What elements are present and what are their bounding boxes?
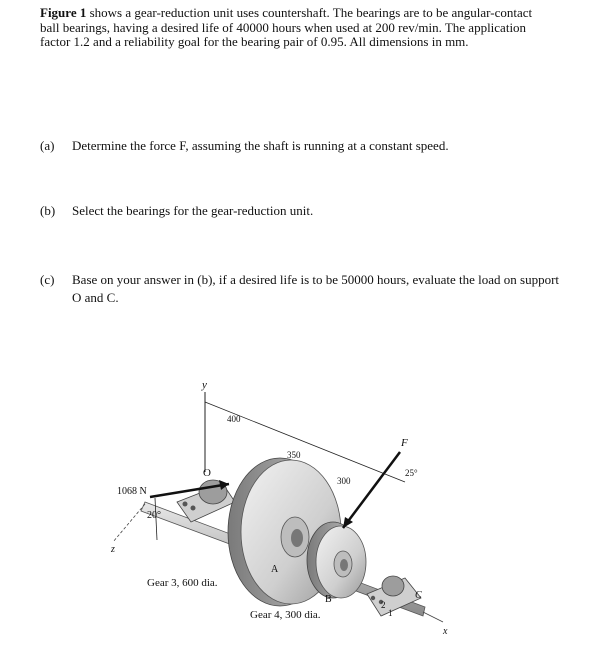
question-text: Select the bearings for the gear-reduction unit. (72, 203, 314, 218)
gear-reduction-figure (105, 372, 465, 642)
ratio-number-2: 2 (381, 600, 386, 610)
dimension-300: 300 (337, 476, 351, 486)
question-label: (c) (40, 272, 55, 287)
question-label: (b) (40, 203, 56, 218)
problem-text: shows a gear-reduction unit uses countershaft. The bearings are to be angular-contact ball bearings, having a desired life of 40000 hours when used at 200 rev/min. The application factor 1.2 and a reliability goal for the bearing pair of 0.95. All dimensions in mm. (40, 5, 533, 49)
x-axis-line (423, 612, 443, 622)
force-F-arrow (343, 452, 400, 528)
load-1068-label: 1068 N (117, 486, 147, 497)
question-b (40, 202, 560, 220)
question-a (40, 137, 560, 155)
question-label: (a) (40, 138, 55, 153)
point-C-label: C (415, 590, 422, 601)
y-axis-label: y (202, 379, 207, 391)
problem-statement (40, 6, 540, 50)
ratio-number-1: 1 (388, 608, 393, 618)
question-text: Determine the force F, assuming the shaft is running at a constant speed. (72, 138, 449, 153)
dimension-350: 350 (287, 450, 301, 460)
point-A-label: A (271, 564, 279, 575)
gear-3-label: Gear 3, 600 dia. (147, 577, 218, 589)
point-O-label: O (203, 467, 211, 479)
gear-4-label: Gear 4, 300 dia. (250, 609, 321, 621)
angle-25-label: 25° (405, 468, 418, 478)
question-text: Base on your answer in (b), if a desired life is to be 50000 hours, evaluate the load on support O and C. (72, 272, 560, 305)
force-F-label: F (401, 437, 408, 449)
z-axis-line (113, 504, 145, 542)
dimension-400: 400 (227, 414, 241, 424)
question-c (40, 271, 560, 307)
figure-reference: Figure 1 (40, 5, 87, 20)
angle-20-label: 20° (147, 510, 161, 521)
bearing-O (177, 480, 235, 522)
gear-4 (307, 522, 366, 598)
x-axis-label: x (443, 626, 448, 637)
z-axis-label: z (111, 544, 115, 555)
point-B-label: B (325, 594, 332, 605)
